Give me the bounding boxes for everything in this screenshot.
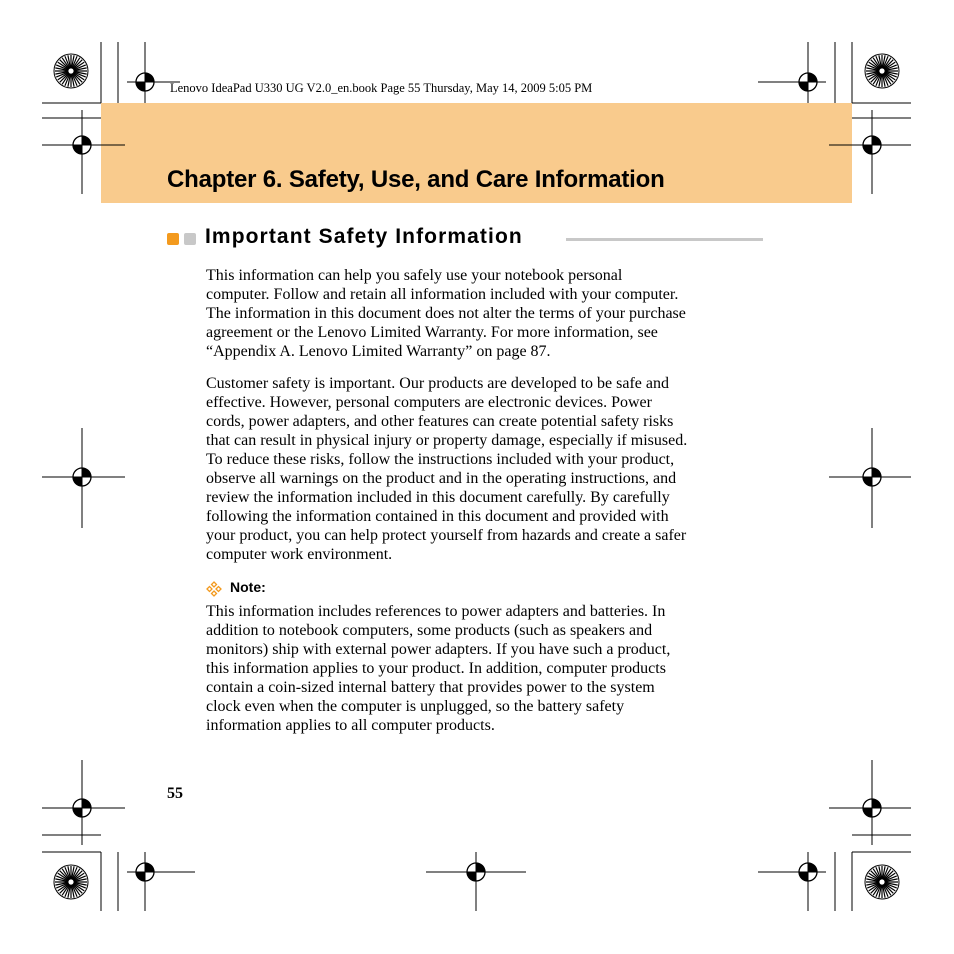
- text-line: agreement or the Lenovo Limited Warranty. For more information, see: [206, 324, 658, 341]
- text-line: cords, power adapters, and other features can create potential safety risks: [206, 413, 674, 430]
- page-number: 55: [167, 785, 183, 802]
- text-line: addition to notebook computers, some products (such as speakers and: [206, 622, 653, 639]
- text-line: This information includes references to power adapters and batteries. In: [206, 603, 666, 620]
- text-line: contain a coin-sized internal battery that provides power to the system: [206, 679, 655, 696]
- text-line: The information in this document does not alter the terms of your purchase: [206, 305, 686, 322]
- text-line: To reduce these risks, follow the instructions included with your product,: [206, 451, 675, 468]
- text-line: computer work environment.: [206, 546, 393, 563]
- text-line: this information applies to your product. In addition, computer products: [206, 660, 666, 677]
- text-line: that can result in physical injury or property damage, especially if misused.: [206, 432, 688, 449]
- section-title: Important Safety Information: [205, 225, 523, 248]
- text-line: following the information contained in this document and provided with: [206, 508, 669, 525]
- text-line: effective. However, personal computers are electronic devices. Power: [206, 394, 652, 411]
- text-line: computer. Follow and retain all information included with your computer.: [206, 286, 679, 303]
- text-line: clock even when the computer is unplugged, so the battery safety: [206, 698, 625, 715]
- text-line: observe all warnings on the product and in the operating instructions, and: [206, 470, 677, 487]
- text-line: This information can help you safely use your notebook personal: [206, 267, 623, 284]
- note-label: Note:: [230, 579, 266, 595]
- text-line: “Appendix A. Lenovo Limited Warranty” on page 87.: [206, 343, 551, 360]
- text-line: monitors) ship with external power adapters. If you have such a product,: [206, 641, 671, 658]
- text-line: your product, you can help protect yourself from hazards and create a safer: [206, 527, 687, 544]
- text-line: review the information included in this document carefully. By carefully: [206, 489, 670, 506]
- running-head: Lenovo IdeaPad U330 UG V2.0_en.book Page 55 Thursday, May 14, 2009 5:05 PM: [170, 81, 593, 95]
- text-line: Customer safety is important. Our products are developed to be safe and: [206, 375, 669, 392]
- chapter-title: Chapter 6. Safety, Use, and Care Information: [167, 166, 665, 193]
- text-line: information applies to all computer products.: [206, 717, 495, 734]
